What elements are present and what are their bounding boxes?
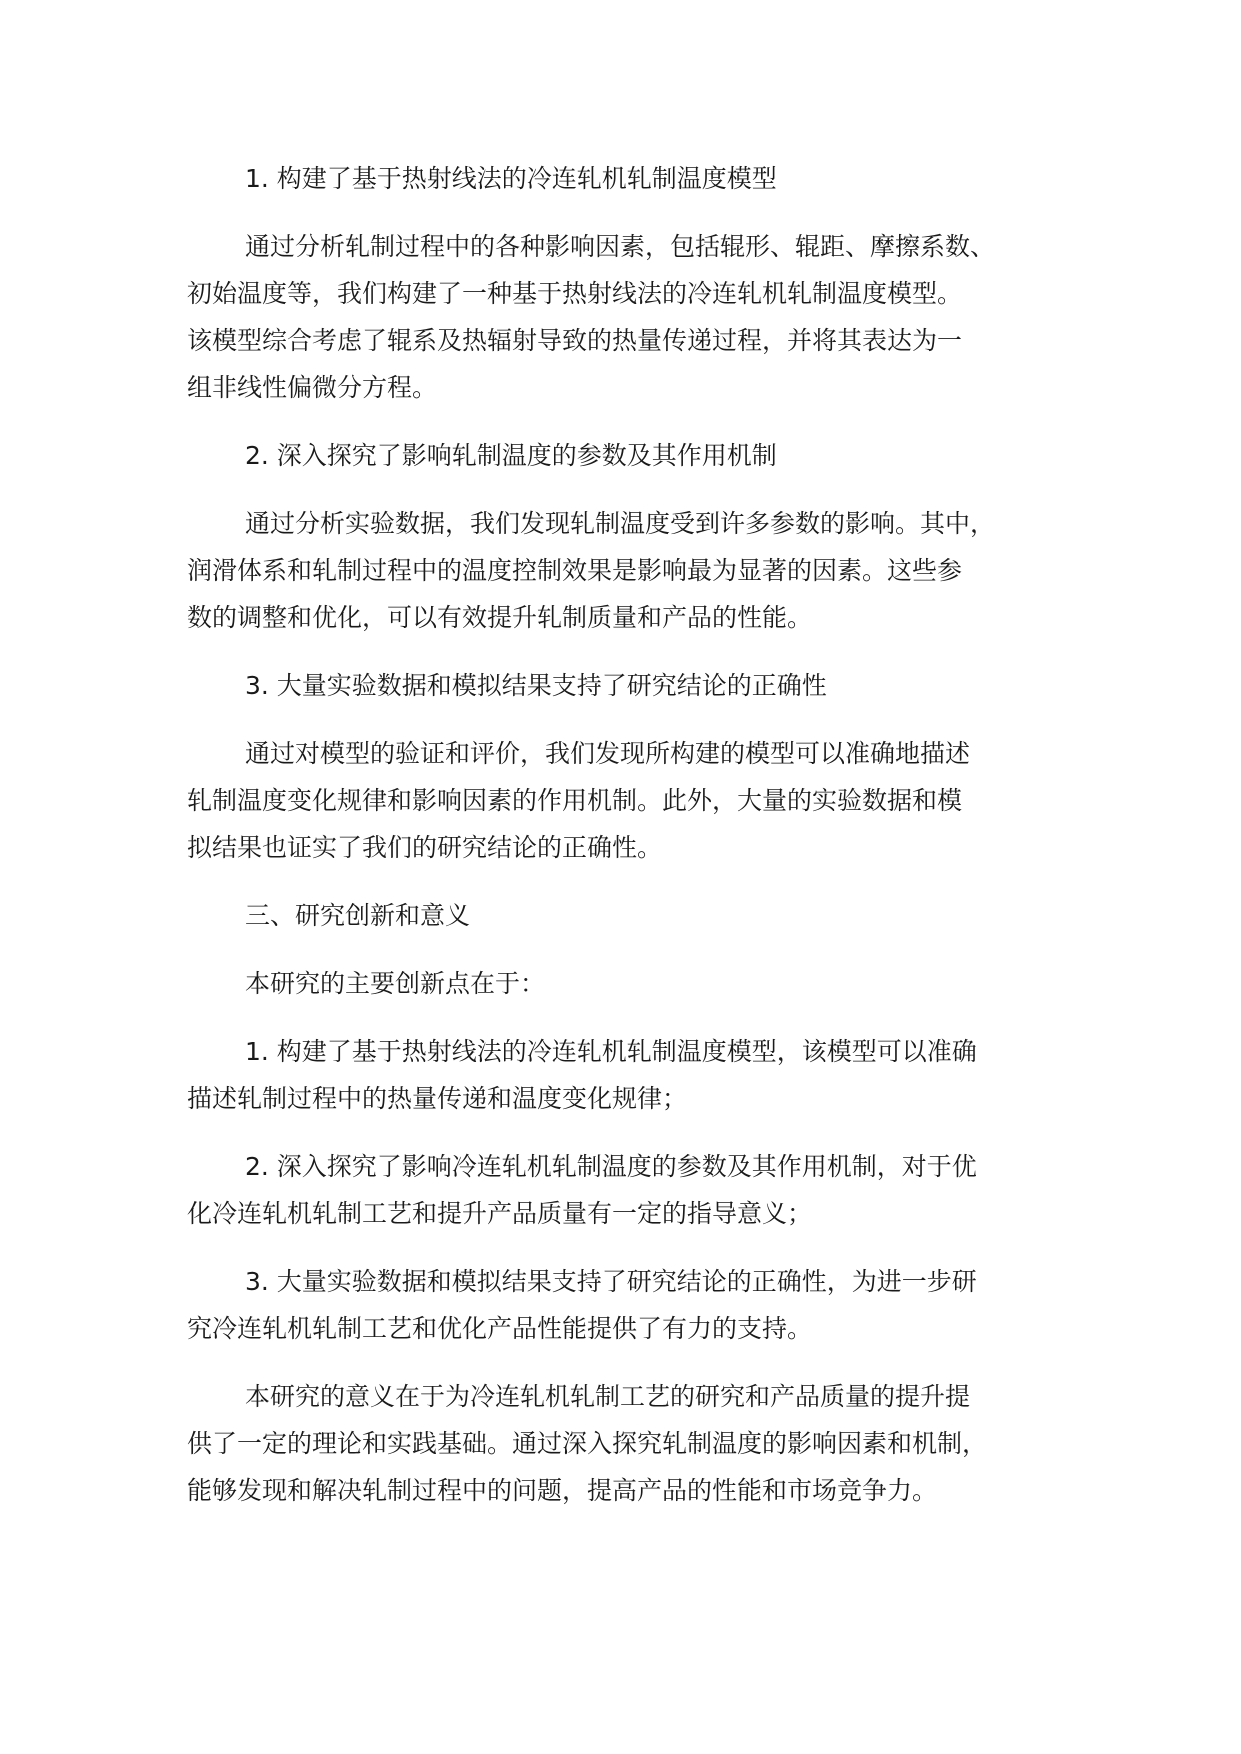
section-heading: 三、研究创新和意义: [245, 901, 471, 930]
list-item: 1. 构建了基于热射线法的冷连轧机轧制温度模型，该模型可以准确 描述轧制过程中的热量传递和温度变化规律；: [187, 1037, 977, 1113]
body-paragraph: 通过对模型的验证和评价，我们发现所构建的模型可以准确地描述 轧制温度变化规律和影响因素的作用机制。此外，大量的实验数据和模 拟结果也证实了我们的研究结论的正确性。: [187, 739, 971, 862]
list-item-heading: 1. 构建了基于热射线法的冷连轧机轧制温度模型: [245, 164, 777, 193]
list-item-heading: 3. 大量实验数据和模拟结果支持了研究结论的正确性: [245, 671, 827, 700]
list-item: 2. 深入探究了影响冷连轧机轧制温度的参数及其作用机制，对于优 化冷连轧机轧制工艺和提升产品质量有一定的指导意义；: [187, 1152, 977, 1228]
list-item-heading: 2. 深入探究了影响轧制温度的参数及其作用机制: [245, 441, 777, 470]
list-item: 3. 大量实验数据和模拟结果支持了研究结论的正确性，为进一步研 究冷连轧机轧制工艺和优化产品性能提供了有力的支持。: [187, 1267, 977, 1343]
document-body: [187, 155, 1077, 1535]
body-paragraph: 通过分析轧制过程中的各种影响因素，包括辊形、辊距、摩擦系数、 初始温度等，我们构建了一种基于热射线法的冷连轧机轧制温度模型。 该模型综合考虑了辊系及热辐射导致的热量传递过程，并将其表达为一 组非线性偏微分方程。: [187, 232, 996, 402]
body-paragraph: 本研究的主要创新点在于：: [245, 969, 546, 998]
body-paragraph: 本研究的意义在于为冷连轧机轧制工艺的研究和产品质量的提升提 供了一定的理论和实践基础。通过深入探究轧制温度的影响因素和机制， 能够发现和解决轧制过程中的问题，提高产品的性能和市场竞争力。: [187, 1382, 988, 1505]
body-paragraph: 通过分析实验数据，我们发现轧制温度受到许多参数的影响。其中， 润滑体系和轧制过程中的温度控制效果是影响最为显著的因素。这些参 数的调整和优化，可以有效提升轧制质量和产品的性能。: [187, 509, 996, 632]
